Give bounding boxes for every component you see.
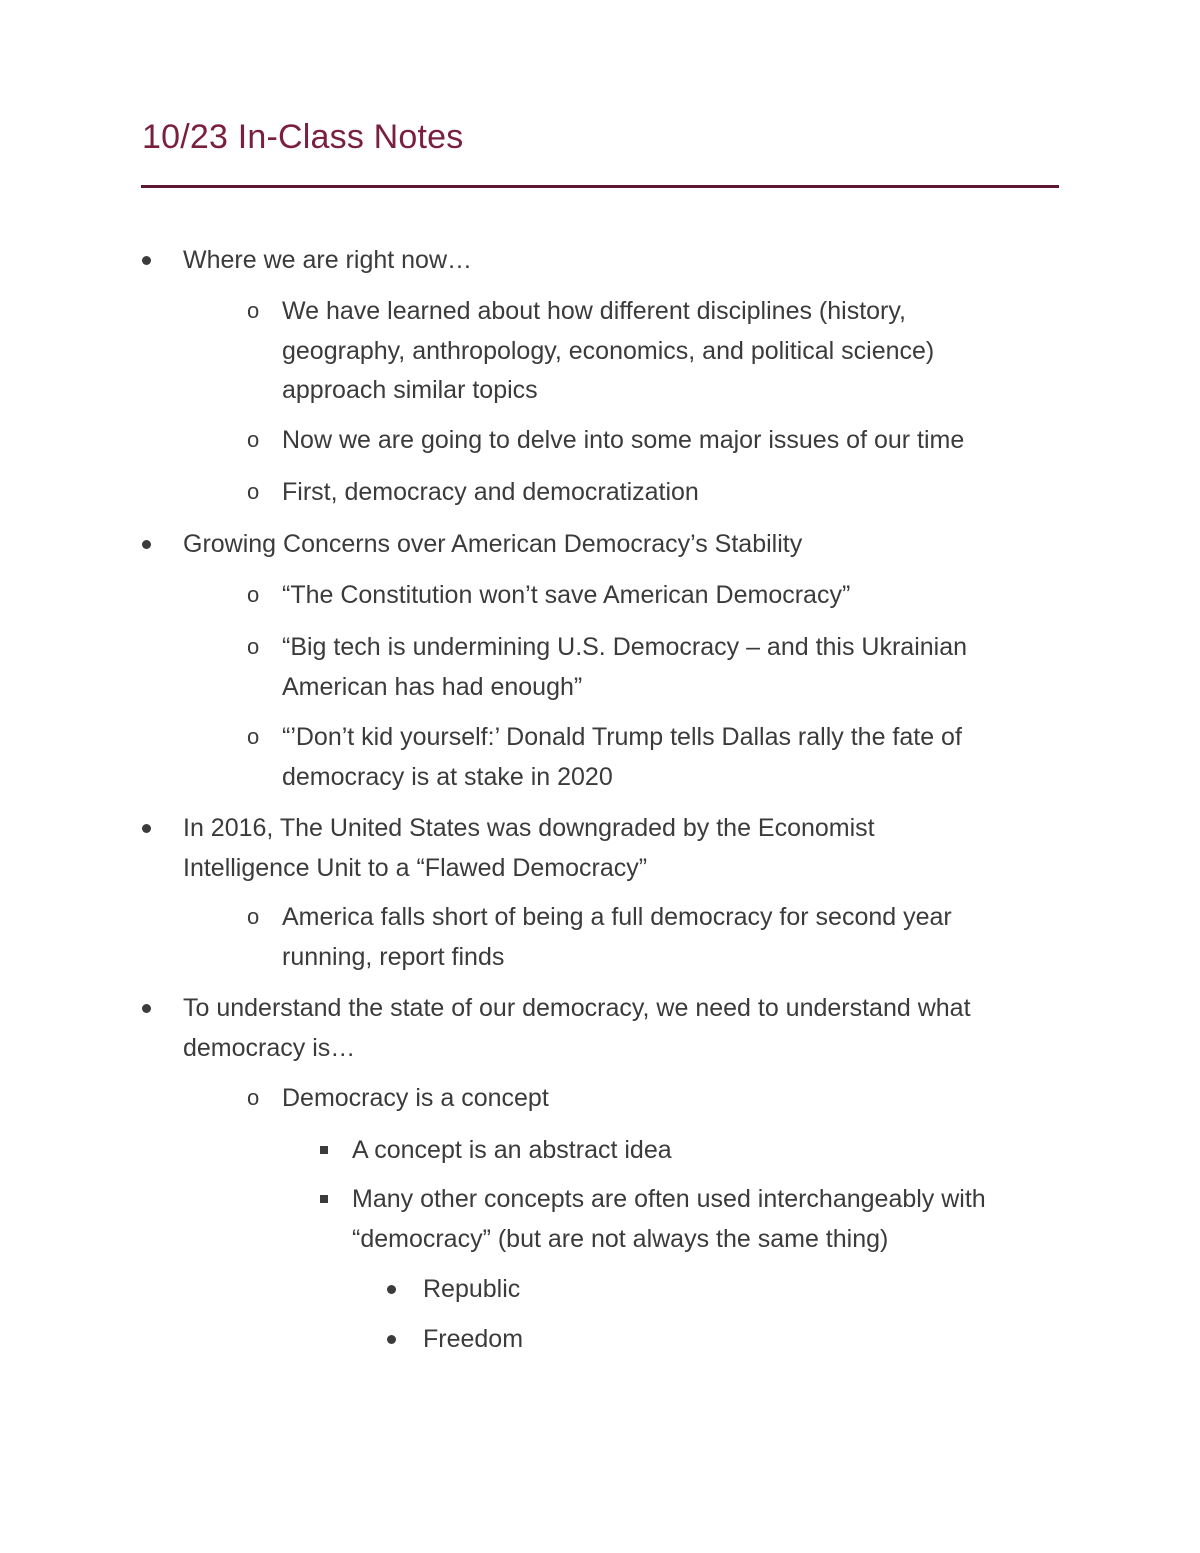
hollow-circle-bullet-icon: o <box>247 582 260 607</box>
hollow-circle-bullet-icon: o <box>247 479 260 504</box>
list-item-line: “Big tech is undermining U.S. Democracy – and this Ukrainian <box>282 633 968 661</box>
list-item-line: approach similar topics <box>282 376 538 404</box>
list-item-line: democracy is at stake in 2020 <box>282 762 613 791</box>
hollow-circle-bullet-icon: o <box>247 634 260 659</box>
list-item-line: Democracy is a concept <box>282 1084 549 1112</box>
list-item-line: “’Don’t kid yourself:’ Donald Trump tells Dallas rally the fate of <box>282 723 962 751</box>
list-item-line: In 2016, The United States was downgraded by the Economist <box>183 814 875 842</box>
round-bullet-icon <box>387 1285 396 1294</box>
list-item-line: Growing Concerns over American Democracy’s Stability <box>183 530 803 558</box>
list-item-line: Where we are right now… <box>183 246 473 274</box>
round-bullet-icon <box>142 1004 151 1013</box>
list-item-line: Intelligence Unit to a “Flawed Democracy” <box>183 853 648 882</box>
list-item-line: America falls short of being a full democracy for second year <box>282 903 952 931</box>
list-item-line: To understand the state of our democracy, we need to understand what <box>183 994 971 1022</box>
round-bullet-icon <box>142 540 151 549</box>
square-bullet-icon <box>320 1195 328 1203</box>
square-bullet-icon <box>320 1146 328 1154</box>
hollow-circle-bullet-icon: o <box>247 427 260 452</box>
title-underline <box>141 185 1059 188</box>
list-item-line: running, report finds <box>282 942 505 971</box>
list-item-line: First, democracy and democratization <box>282 478 699 506</box>
list-item-line: Freedom <box>423 1325 524 1353</box>
hollow-circle-bullet-icon: o <box>247 904 260 929</box>
list-item-line: “The Constitution won’t save American Democracy” <box>282 581 851 609</box>
hollow-circle-bullet-icon: o <box>247 298 260 323</box>
page-title: 10/23 In-Class Notes <box>142 118 464 156</box>
list-item-line: A concept is an abstract idea <box>352 1136 672 1164</box>
round-bullet-icon <box>142 256 151 265</box>
list-item-line: Many other concepts are often used interchangeably with <box>352 1185 986 1213</box>
round-bullet-icon <box>387 1335 396 1344</box>
list-item-line: “democracy” (but are not always the same thing) <box>352 1224 889 1253</box>
list-item-line: American has had enough” <box>282 672 583 701</box>
round-bullet-icon <box>142 824 151 833</box>
list-item-line: democracy is… <box>183 1033 356 1062</box>
list-item-line: geography, anthropology, economics, and political science) <box>282 336 935 365</box>
list-item-line: Republic <box>423 1275 521 1303</box>
hollow-circle-bullet-icon: o <box>247 724 260 749</box>
hollow-circle-bullet-icon: o <box>247 1085 260 1110</box>
list-item-line: We have learned about how different disciplines (history, <box>282 297 906 325</box>
list-item-line: Now we are going to delve into some major issues of our time <box>282 426 965 454</box>
